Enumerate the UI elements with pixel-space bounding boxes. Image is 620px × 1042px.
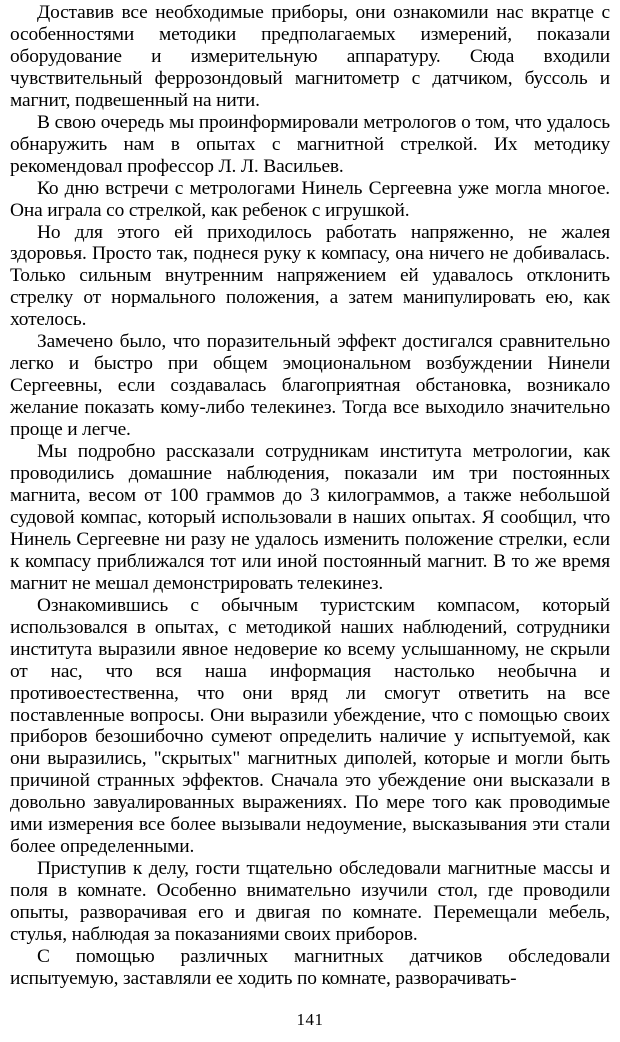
paragraph-4: Но для этого ей приходилось работать напряженно, не жалея здоровья. Просто так, поднеся руку к компасу, она ничего не добивалась. Только сильным внутренним напряжением ей удавалось отклонить стрелку от нормального положения, а затем манипулировать ею, как хотелось. bbox=[10, 221, 610, 331]
paragraph-9: С помощью различных магнитных датчиков обследовали испытуемую, заставляли ее ходить по комнате, разворачивать- bbox=[10, 945, 610, 989]
paragraph-2: В свою очередь мы проинформировали метрологов о том, что удалось обнаружить нам в опытах с магнитной стрелкой. Их методику рекомендовал профессор Л. Л. Васильев. bbox=[10, 111, 610, 177]
paragraph-5: Замечено было, что поразительный эффект достигался сравнительно легко и быстро при общем эмоциональном возбуждении Нинели Сергеевны, если создавалась благоприятная обстановка, возникало желание показать кому-либо телекинез. Тогда все выходило значительно проще и легче. bbox=[10, 331, 610, 441]
paragraph-3: Ко дню встречи с метрологами Нинель Сергеевна уже могла многое. Она играла со стрелкой, как ребенок с игрушкой. bbox=[10, 177, 610, 221]
paragraph-7: Ознакомившись с обычным туристским компасом, который использовался в опытах, с методикой наших наблюдений, сотрудники института выразили явное недоверие ко всему услышанному, не скрыли от нас, что вся наша информация настолько необычна и противоестественна, что они вряд ли смогут ответить на все поставленные вопросы. Они выразили убеждение, что с помощью своих приборов безошибочно сумеют определить наличие у испытуемой, как они выразились, "скрытых" магнитных диполей, которые и могли быть причиной странных эффектов. Сначала это убеждение они высказали в довольно завуалированных выражениях. По мере того как проводимые ими измерения все более вызывали недоумение, высказывания эти стали более определенными. bbox=[10, 594, 610, 858]
paragraph-1: Доставив все необходимые приборы, они ознакомили нас вкратце с особенностями методики предполагаемых измерений, показали оборудование и измерительную аппаратуру. Сюда входили чувствительный феррозондовый магнитометр с датчиком, буссоль и магнит, подвешенный на нити. bbox=[10, 2, 610, 111]
paragraph-6: Мы подробно рассказали сотрудникам института метрологии, как проводились домашние наблюдения, показали им три постоянных магнита, весом от 100 граммов до 3 килограммов, а также небольшой судовой компас, который использовали в наших опытах. Я сообщил, что Нинель Сергеевне ни разу не удалось изменить положение стрелки, если к компасу приближался тот или иной постоянный магнит. В то же время магнит не мешал демонстрировать телекинез. bbox=[10, 441, 610, 594]
page-text bbox=[10, 2, 610, 990]
page-number: 141 bbox=[296, 1010, 324, 1029]
paragraph-8: Приступив к делу, гости тщательно обследовали магнитные массы и поля в комнате. Особенно внимательно изучили стол, где проводили опыты, разворачивая его и двигая по комнате. Перемещали мебель, стулья, наблюдая за показаниями своих приборов. bbox=[10, 858, 610, 946]
